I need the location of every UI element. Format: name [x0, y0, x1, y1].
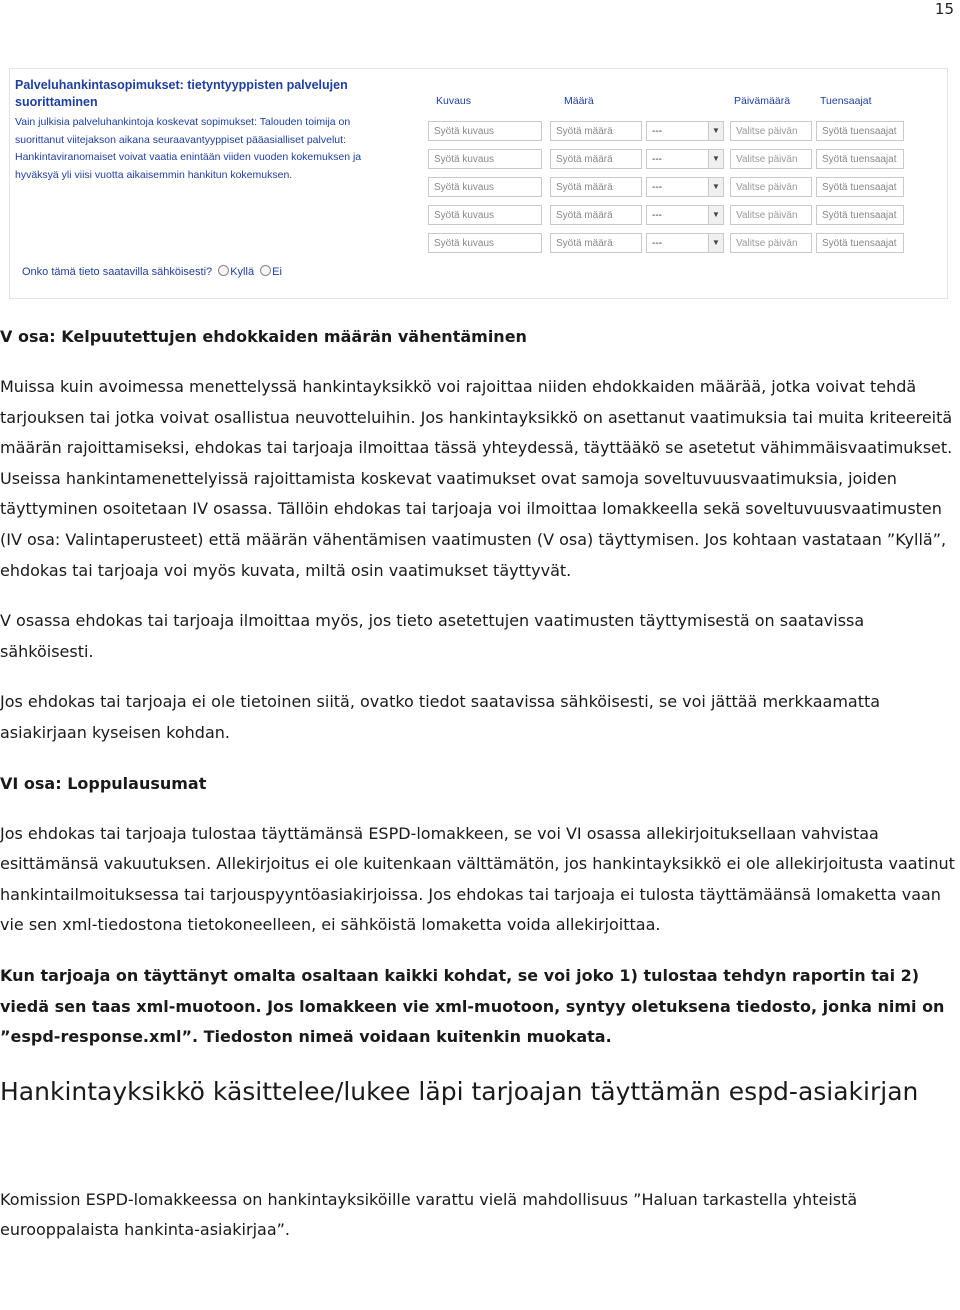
- column-header-recipients: Tuensaajat: [820, 95, 872, 107]
- date-placeholder: Valitse päivän: [736, 182, 798, 193]
- recipients-placeholder: Syötä tuensaajat: [822, 210, 897, 221]
- section-vi-paragraph-1: Jos ehdokas tai tarjoaja tulostaa täyttämänsä ESPD-lomakkeen, se voi VI osassa allekirjoituksellaan vahvistaa esittämänsä vakuutuksen. Allekirjoitus ei ole kuitenkaan välttämätön, jos hankintayksikkö ei ole allekirjoitusta vaatinut hankintailmoituksessa tai tarjouspyyntöasiakirjoissa. Jos ehdokas tai tarjoaja ei tulosta täyttämäänsä lomaketta vaan vie sen xml-tiedostona tietokoneelleen, ei sähköistä lomaketta voida allekirjoittaa.: [0, 823, 955, 935]
- date-placeholder: Valitse päivän: [736, 238, 798, 249]
- amount-placeholder: Syötä määrä: [556, 126, 613, 137]
- date-picker[interactable]: [730, 177, 812, 197]
- currency-value: ---: [652, 154, 662, 165]
- date-placeholder: Valitse päivän: [736, 126, 798, 137]
- amount-placeholder: Syötä määrä: [556, 182, 613, 193]
- date-picker[interactable]: [730, 149, 812, 169]
- page-number: 15: [934, 0, 954, 18]
- table-header: [416, 95, 906, 117]
- table-rows: [416, 117, 906, 257]
- recipients-input[interactable]: [816, 205, 904, 225]
- availability-question-row: [22, 265, 282, 278]
- column-header-description: Kuvaus: [436, 95, 472, 107]
- amount-input[interactable]: [550, 149, 642, 169]
- recipients-input[interactable]: [816, 177, 904, 197]
- currency-value: ---: [652, 238, 662, 249]
- description-placeholder: Syötä kuvaus: [434, 154, 495, 165]
- table-row: [416, 173, 906, 201]
- figure-title: Palveluhankintasopimukset: tietyntyyppisten palvelujen suorittaminen: [15, 78, 348, 109]
- amount-placeholder: Syötä määrä: [556, 154, 613, 165]
- figure-description: Vain julkisia palveluhankintoja koskevat sopimukset: Talouden toimija on suorittanut viitejakson aikana seuraavantyyppiset pääasialliset palvelut: Hankintaviranomaiset voivat vaatia enintään viiden vuoden kokemuksen ja hyväksyä yli viisi vuotta aikaisemmin hankitun kokemuksen.: [15, 116, 362, 181]
- section-vi-paragraph-2: Kun tarjoaja on täyttänyt omalta osaltaan kaikki kohdat, se voi joko 1) tulostaa tehdyn raportin tai 2) viedä sen taas xml-muotoon. Jos lomakkeen vie xml-muotoon, syntyy oletuksena tiedosto, jonka nimi on ”espd-response.xml”. Tiedoston nimeä voidaan kuitenkin muokata.: [0, 965, 945, 1047]
- dropdown-arrow-icon: ▼: [708, 122, 723, 140]
- recipients-input[interactable]: [816, 149, 904, 169]
- radio-yes-label: Kyllä: [230, 266, 255, 278]
- currency-select[interactable]: [646, 177, 724, 197]
- amount-placeholder: Syötä määrä: [556, 210, 613, 221]
- currency-select[interactable]: [646, 149, 724, 169]
- currency-value: ---: [652, 182, 662, 193]
- table-row: [416, 145, 906, 173]
- amount-input[interactable]: [550, 121, 642, 141]
- description-input[interactable]: [428, 149, 542, 169]
- date-placeholder: Valitse päivän: [736, 210, 798, 221]
- dropdown-arrow-icon: ▼: [708, 234, 723, 252]
- description-placeholder: Syötä kuvaus: [434, 210, 495, 221]
- table-row: [416, 229, 906, 257]
- section-v-paragraph-2: V osassa ehdokas tai tarjoaja ilmoittaa myös, jos tieto asetettujen vaatimusten täyttymisestä on saatavissa sähköisesti.: [0, 611, 865, 661]
- recipients-placeholder: Syötä tuensaajat: [822, 126, 897, 137]
- description-placeholder: Syötä kuvaus: [434, 182, 495, 193]
- description-placeholder: Syötä kuvaus: [434, 238, 495, 249]
- description-input[interactable]: [428, 205, 542, 225]
- table-row: [416, 201, 906, 229]
- description-input[interactable]: [428, 233, 542, 253]
- currency-value: ---: [652, 126, 662, 137]
- dropdown-arrow-icon: ▼: [708, 150, 723, 168]
- column-header-amount: Määrä: [564, 95, 594, 107]
- document-body: [0, 322, 955, 1246]
- section-v-paragraph-1: Muissa kuin avoimessa menettelyssä hankintayksikkö voi rajoittaa niiden ehdokkaiden määrää, jotka voivat tehdä tarjouksen tai jotka voivat osallistua neuvotteluihin. Jos hankintayksikkö on asettanut vaatimuksia tai muita kriteereitä määrän rajoittamiseksi, ehdokas tai tarjoaja ilmoittaa tässä yhteydessä, täyttääkö se asetetut vähimmäisvaatimukset. Useissa hankintamenettelyissä rajoittamista koskevat vaatimukset ovat samoja soveltuvuusvaatimuksia, joiden täyttyminen osoitetaan IV osassa. Tällöin ehdokas tai tarjoaja voi ilmoittaa lomakkeella sekä soveltuvuusvaatimusten (IV osa: Valintaperusteet) että määrän vähentämisen vaatimusten (V osa) täyttymisen. Jos kohtaan vastataan ”Kyllä”, ehdokas tai tarjoaja voi myös kuvata, miltä osin vaatimukset täyttyvät.: [0, 377, 953, 580]
- espd-form-screenshot: [9, 68, 948, 299]
- recipients-input[interactable]: [816, 121, 904, 141]
- date-picker[interactable]: [730, 205, 812, 225]
- currency-value: ---: [652, 210, 662, 221]
- dropdown-arrow-icon: ▼: [708, 206, 723, 224]
- services-table: [416, 95, 906, 257]
- radio-no-label: Ei: [272, 266, 282, 278]
- radio-no[interactable]: [260, 265, 271, 276]
- table-row: [416, 117, 906, 145]
- section-v-heading: V osa: Kelpuutettujen ehdokkaiden määrän vähentäminen: [0, 327, 527, 346]
- section-vi-heading: VI osa: Loppulausumat: [0, 773, 207, 793]
- currency-select[interactable]: [646, 121, 724, 141]
- section-v-paragraph-3: Jos ehdokas tai tarjoaja ei ole tietoinen siitä, ovatko tiedot saatavissa sähköisesti, se voi jättää merkkaamatta asiakirjaan kyseisen kohdan.: [0, 692, 881, 742]
- amount-input[interactable]: [550, 177, 642, 197]
- figure-info-panel: [15, 77, 375, 184]
- currency-select[interactable]: [646, 205, 724, 225]
- recipients-placeholder: Syötä tuensaajat: [822, 238, 897, 249]
- date-picker[interactable]: [730, 121, 812, 141]
- description-input[interactable]: [428, 177, 542, 197]
- availability-question: Onko tämä tieto saatavilla sähköisesti?: [22, 266, 213, 278]
- date-picker[interactable]: [730, 233, 812, 253]
- column-header-date: Päivämäärä: [734, 95, 791, 107]
- recipients-placeholder: Syötä tuensaajat: [822, 182, 897, 193]
- radio-yes[interactable]: [218, 265, 229, 276]
- description-input[interactable]: [428, 121, 542, 141]
- review-section-heading: Hankintayksikkö käsittelee/lukee läpi tarjoajan täyttämän espd-asiakirjan: [0, 1076, 919, 1106]
- date-placeholder: Valitse päivän: [736, 154, 798, 165]
- amount-input[interactable]: [550, 205, 642, 225]
- dropdown-arrow-icon: ▼: [708, 178, 723, 196]
- recipients-input[interactable]: [816, 233, 904, 253]
- amount-input[interactable]: [550, 233, 642, 253]
- currency-select[interactable]: [646, 233, 724, 253]
- review-section-paragraph: Komission ESPD-lomakkeessa on hankintayksiköille varattu vielä mahdollisuus ”Haluan tarkastella yhteistä eurooppalaista hankinta-asiakirjaa”.: [0, 1189, 858, 1240]
- description-placeholder: Syötä kuvaus: [434, 126, 495, 137]
- amount-placeholder: Syötä määrä: [556, 238, 613, 249]
- recipients-placeholder: Syötä tuensaajat: [822, 154, 897, 165]
